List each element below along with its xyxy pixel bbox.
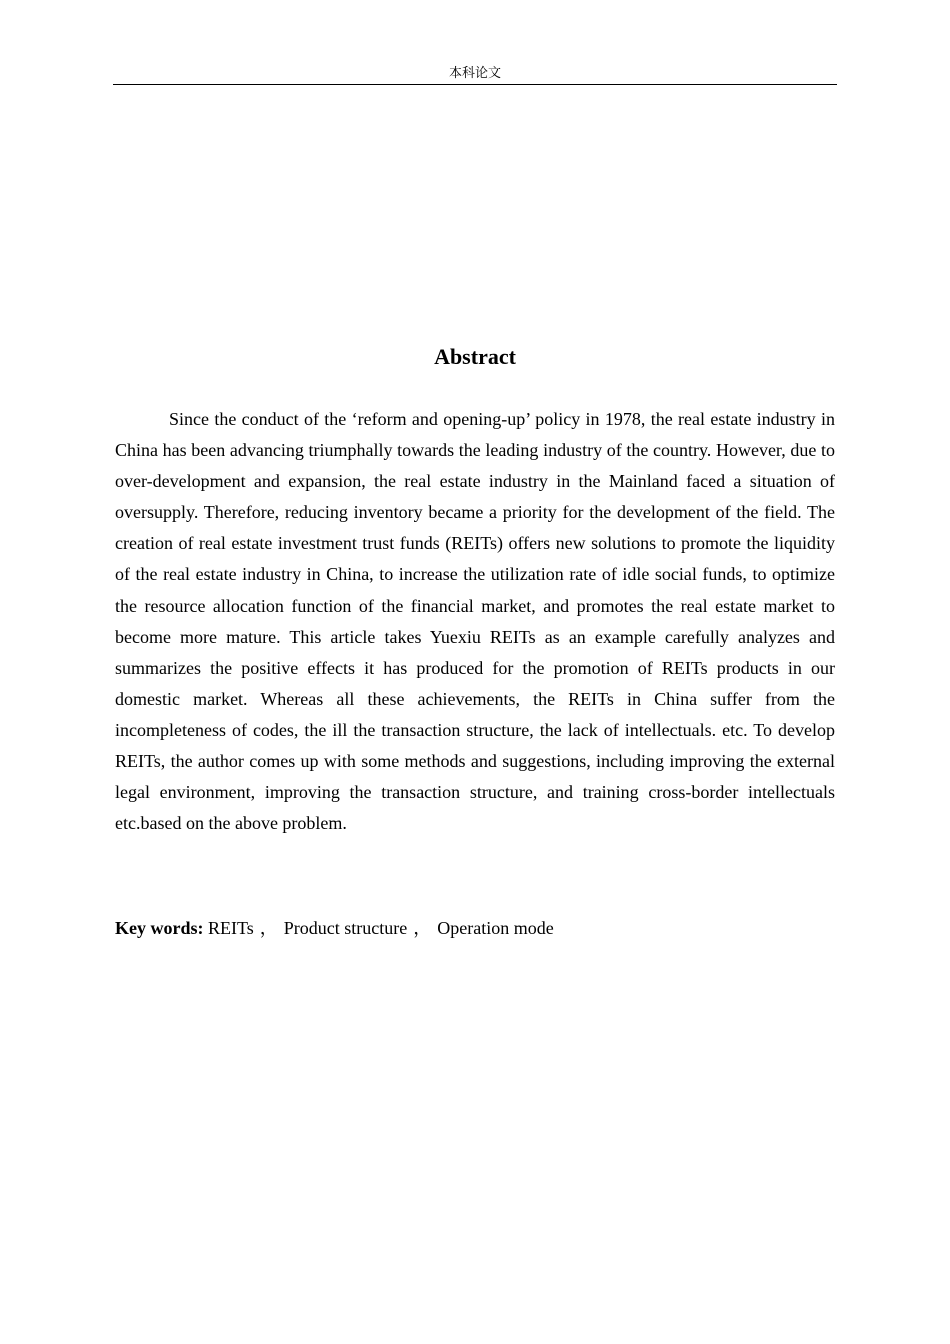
keyword-item: Product structure bbox=[283, 918, 408, 938]
abstract-body: Since the conduct of the ‘reform and opening-up’ policy in 1978, the real estate industry in China has been advancing triumphally towards the leading industry of the country. However, due to over-development and expansion, the real estate industry in the Mainland faced a situation of oversupply. Therefore, reducing inventory became a priority for the development of the field. The creation of real estate investment trust funds (REITs) offers new solutions to promote the liquidity of the real estate industry in China, to increase the utilization rate of idle social funds, to optimize the resource allocation function of the financial market, and promotes the real estate market to become more mature. This article takes Yuexiu REITs as an example carefully analyzes and summarizes the positive effects it has produced for the promotion of REITs products in our domestic market. Whereas all these achievements, the REITs in China suffer from the incompleteness of codes, the ill the transaction structure, the lack of intellectuals. etc. To develop REITs, the author comes up with some methods and suggestions, including improving the external legal environment, improving the transaction structure, and training cross-border intellectuals etc.based on the above problem. bbox=[115, 409, 835, 834]
keywords-label: Key words: bbox=[115, 918, 204, 938]
keyword-item: Operation mode bbox=[437, 918, 554, 938]
keyword-item: REITs bbox=[208, 918, 254, 938]
page-header bbox=[113, 64, 837, 85]
keywords-line bbox=[115, 913, 835, 944]
keyword-separator: ， bbox=[413, 918, 432, 938]
running-title: 本科论文 bbox=[448, 66, 501, 81]
abstract-title: Abstract bbox=[434, 344, 516, 369]
keyword-separator: ， bbox=[259, 918, 278, 938]
